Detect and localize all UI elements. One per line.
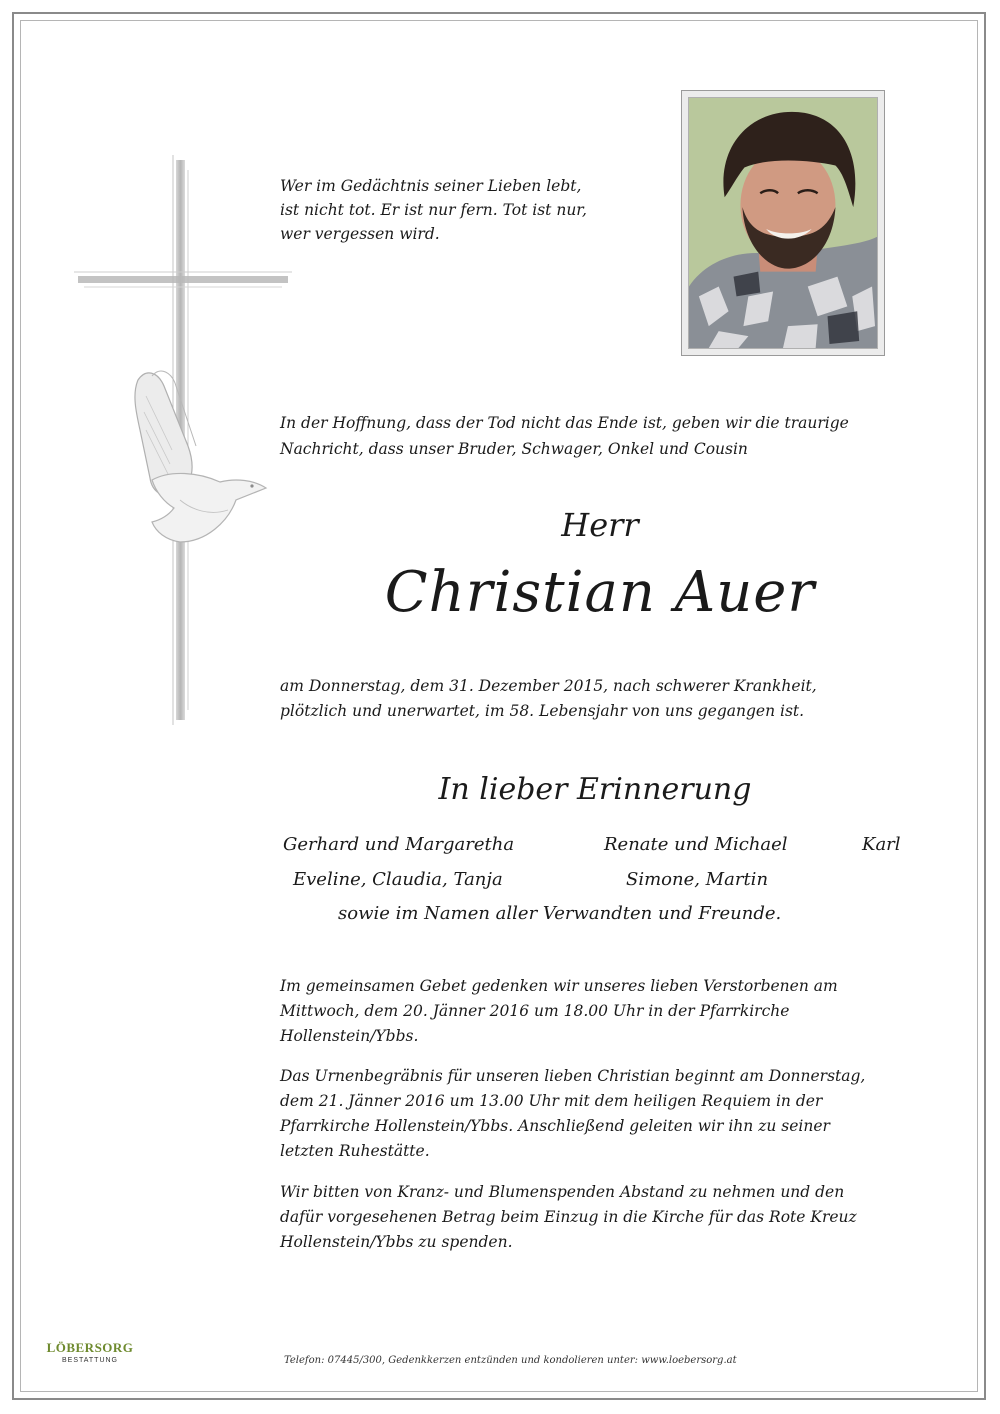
quote-line: Wer im Gedächtnis seiner Lieben lebt, (280, 177, 582, 195)
death-line: plötzlich und unerwartet, im 58. Lebensjahr von uns gegangen ist. (280, 702, 805, 720)
family-col3-line1: Karl (862, 834, 901, 855)
prayer-line: Im gemeinsamen Gebet gedenken wir unseres lieben Verstorbenen am (280, 977, 838, 995)
burial-line: letzten Ruhestätte. (280, 1142, 430, 1160)
deceased-title: Herr (561, 506, 639, 544)
funeral-home-logo (40, 1340, 140, 1365)
prayer-paragraph (280, 974, 915, 1049)
donation-line: Wir bitten von Kranz- und Blumenspenden Abstand zu nehmen und den (280, 1183, 845, 1201)
burial-line: Pfarrkirche Hollenstein/Ybbs. Anschließend geleiten wir ihn zu seiner (280, 1117, 830, 1135)
announcement-intro (280, 410, 915, 462)
memorial-quote (280, 174, 610, 246)
prayer-line: Hollenstein/Ybbs. (280, 1027, 419, 1045)
donation-line: Hollenstein/Ybbs zu spenden. (280, 1233, 513, 1251)
burial-line: dem 21. Jänner 2016 um 13.00 Uhr mit dem heiligen Requiem in der (280, 1092, 823, 1110)
intro-line: In der Hoffnung, dass der Tod nicht das Ende ist, geben wir die traurige (280, 414, 849, 432)
family-col1-line1: Gerhard und Margaretha (283, 834, 515, 855)
burial-paragraph (280, 1064, 915, 1164)
death-details (280, 674, 915, 724)
family-col2-line1: Renate und Michael (604, 834, 788, 855)
quote-line: wer vergessen wird. (280, 225, 440, 243)
death-line: am Donnerstag, dem 31. Dezember 2015, nach schwerer Krankheit, (280, 677, 817, 695)
portrait-frame (681, 90, 885, 356)
family-col2-line2: Simone, Martin (626, 869, 769, 890)
deceased-name: Christian Auer (384, 560, 816, 625)
quote-line: ist nicht tot. Er ist nur fern. Tot ist nur, (280, 201, 587, 219)
logo-name: LÖBERSORG (46, 1340, 134, 1355)
intro-line: Nachricht, dass unser Bruder, Schwager, Onkel und Cousin (280, 440, 748, 458)
memory-heading: In lieber Erinnerung (438, 772, 752, 807)
footer-contact: Telefon: 07445/300, Gedenkkerzen entzünden und kondolieren unter: www.loebersorg.at (284, 1355, 737, 1366)
cross-praying-hands-icon (60, 150, 300, 730)
family-closing: sowie im Namen aller Verwandten und Freunde. (338, 903, 782, 924)
burial-line: Das Urnenbegräbnis für unseren lieben Christian beginnt am Donnerstag, (280, 1067, 866, 1085)
family-col1-line2: Eveline, Claudia, Tanja (293, 869, 503, 890)
logo-subtitle: BESTATTUNG (61, 1357, 119, 1364)
donation-line: dafür vorgesehenen Betrag beim Einzug in die Kirche für das Rote Kreuz (280, 1208, 857, 1226)
portrait-photo (688, 97, 878, 349)
donation-paragraph (280, 1180, 915, 1255)
prayer-line: Mittwoch, dem 20. Jänner 2016 um 18.00 Uhr in der Pfarrkirche (280, 1002, 790, 1020)
